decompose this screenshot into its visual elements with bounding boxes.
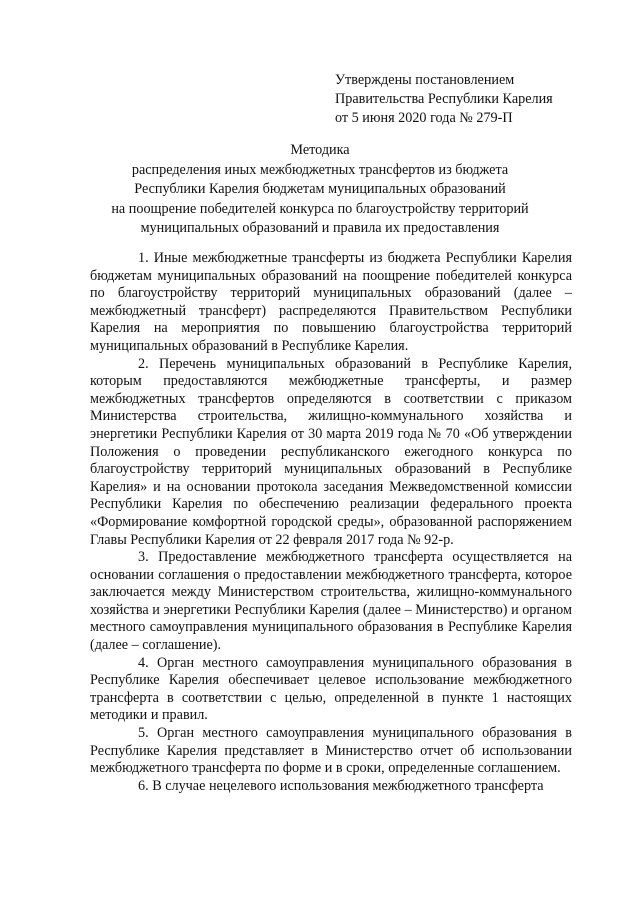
paragraph-2: 2. Перечень муниципальных образований в Республике Карелия, которым предоставляются межбюджетные трансферты, и размер межбюджетных трансфертов определяются в соответствии с приказом Министерства строительства, жилищно-коммунального хозяйства и энергетики Республики Карелия от 30 марта 2019 года № 70 «Об утверждении Положения о проведении республиканского ежегодного конкурса по благоустройству территорий муниципальных образований в Республике Карелия» и на основании протокола заседания Межведомственной комиссии Республики Карелия по обеспечению реализации федерального проекта «Формирование комфортной городской среды», образованной распоряжением Главы Республики Карелия от 22 февраля 2017 года № 92-р.	[90, 355, 572, 548]
title-line-3: Республики Карелия бюджетам муниципальных образований	[134, 181, 506, 197]
paragraph-1: 1. Иные межбюджетные трансферты из бюджета Республики Карелия бюджетам муниципальных образований на поощрение победителей конкурса по благоустройству территорий муниципальных образований (далее – межбюджетный трансферт) распределяются Правительством Республики Карелия на мероприятия по повышению благоустройства территорий муниципальных образований в Республике Карелия.	[90, 250, 572, 354]
paragraph-6: 6. В случае нецелевого использования межбюджетного трансферта	[138, 777, 544, 794]
document-title	[70, 141, 570, 239]
approval-line-1: Утверждены постановлением	[335, 72, 515, 88]
title-line-5: муниципальных образований и правила их предоставления	[140, 220, 500, 236]
paragraph-3: 3. Предоставление межбюджетного трансферта осуществляется на основании соглашения о предоставлении межбюджетного трансферта, которое заключается между Министерством строительства, жилищно-коммунального хозяйства и энергетики Республики Карелия (далее – Министерство) и органом местного самоуправления муниципального образования в Республике Карелия (далее – соглашение).	[90, 549, 572, 654]
approval-stamp	[335, 71, 615, 128]
title-line-2: распределения иных межбюджетных трансфертов из бюджета	[131, 161, 509, 178]
paragraph-4: 4. Орган местного самоуправления муниципального образования в Республике Карелия обеспечивает целевое использование межбюджетного трансферта в соответствии с целью, определенной в пункте 1 настоящих методики и правил.	[90, 654, 572, 724]
paragraph-5: 5. Орган местного самоуправления муниципального образования в Республике Карелия представляет в Министерство отчет об использовании межбюджетного трансферта по форме и в сроки, определенные соглашением.	[90, 725, 572, 777]
approval-line-3: от 5 июня 2020 года № 279-П	[335, 110, 513, 126]
document-body	[90, 250, 572, 795]
approval-line-2: Правительства Республики Карелия	[335, 91, 553, 107]
title-line-1: Методика	[290, 142, 350, 158]
title-line-4: на поощрение победителей конкурса по благоустройству территорий	[111, 200, 529, 217]
